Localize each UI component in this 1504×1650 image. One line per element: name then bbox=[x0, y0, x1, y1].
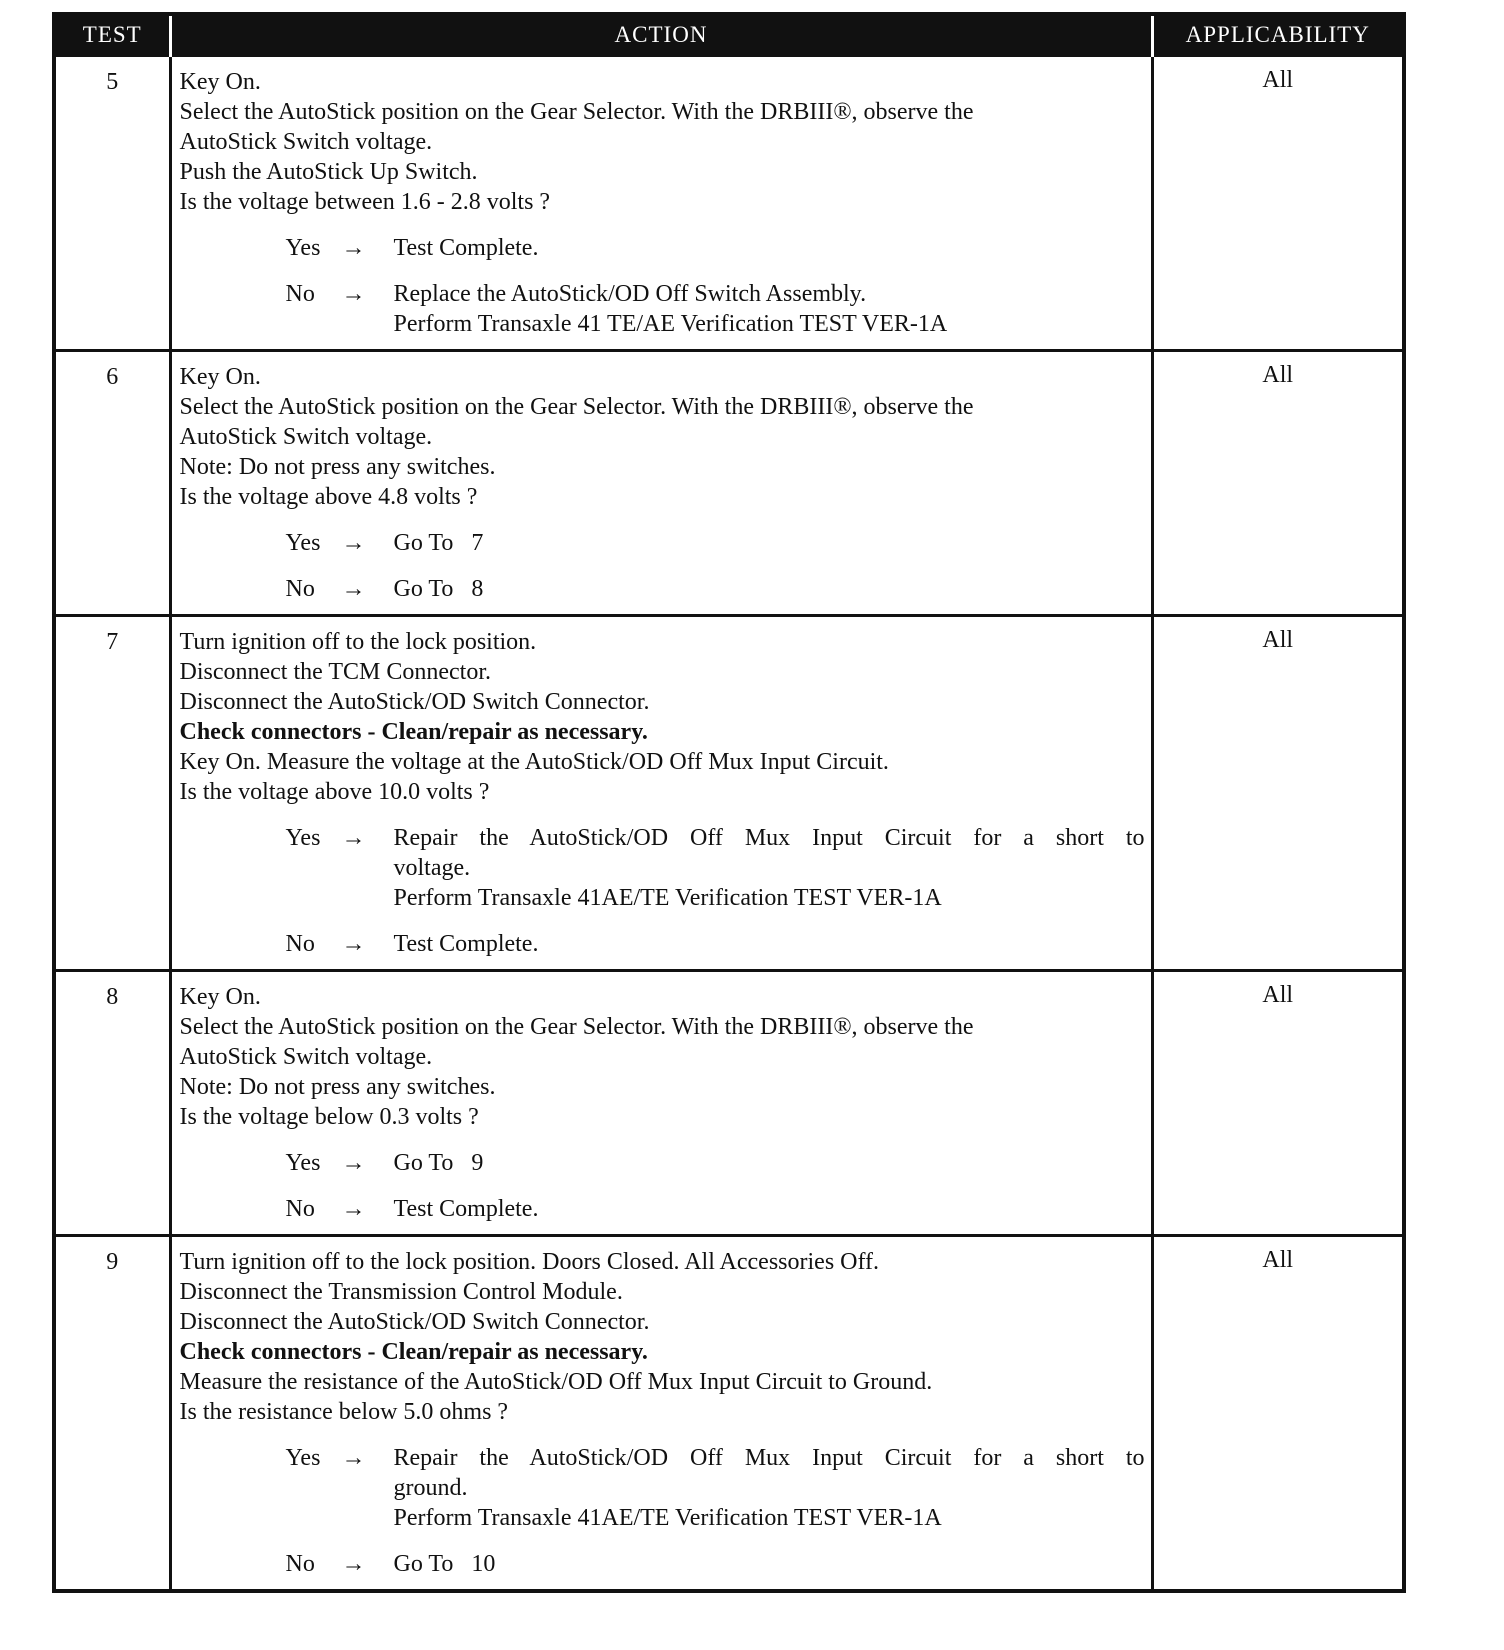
right-arrow-icon: → bbox=[341, 1196, 366, 1222]
right-arrow-icon: → bbox=[341, 825, 366, 851]
yes-result bbox=[394, 1443, 1145, 1533]
check-connectors-note: Check connectors - Clean/repair as necessary. bbox=[179, 1339, 648, 1365]
action-line: Key On. bbox=[179, 69, 261, 95]
no-result bbox=[394, 929, 1145, 959]
right-arrow-icon: → bbox=[341, 235, 366, 261]
result-line: Replace the AutoStick/OD Off Switch Assembly. bbox=[393, 281, 867, 307]
result-line: Test Complete. bbox=[393, 235, 539, 261]
result-line: Perform Transaxle 41AE/TE Verification TEST VER-1A bbox=[393, 885, 942, 911]
action-line: Is the voltage above 4.8 volts ? bbox=[179, 484, 478, 510]
action-line: Select the AutoStick position on the Gear Selector. With the DRBIII®, observe the bbox=[179, 1014, 974, 1040]
applicability-value: All bbox=[1152, 56, 1404, 351]
action-line: Is the resistance below 5.0 ohms ? bbox=[179, 1399, 509, 1425]
test-row-7 bbox=[54, 616, 1404, 971]
test-action bbox=[170, 351, 1152, 616]
action-line: Key On. Measure the voltage at the AutoStick/OD Off Mux Input Circuit. bbox=[179, 749, 889, 775]
action-line: Is the voltage between 1.6 - 2.8 volts ? bbox=[179, 189, 551, 215]
yes-label: Yes bbox=[285, 1445, 321, 1471]
test-row-6 bbox=[54, 351, 1404, 616]
yes-outcome bbox=[180, 823, 1145, 913]
result-line: Test Complete. bbox=[393, 931, 539, 957]
no-result bbox=[394, 1549, 1145, 1579]
yes-outcome bbox=[180, 528, 1145, 558]
no-result bbox=[394, 574, 1145, 604]
header-applicability: APPLICABILITY bbox=[1152, 14, 1404, 56]
header-action: ACTION bbox=[170, 14, 1152, 56]
applicability-value: All bbox=[1152, 351, 1404, 616]
no-result bbox=[394, 279, 1145, 339]
yes-outcome bbox=[180, 1443, 1145, 1533]
no-label: No bbox=[285, 281, 315, 307]
no-label: No bbox=[285, 1196, 315, 1222]
action-line: Is the voltage above 10.0 volts ? bbox=[179, 779, 490, 805]
result-line: Go To 8 bbox=[393, 576, 484, 602]
no-label: No bbox=[285, 1551, 315, 1577]
test-row-9 bbox=[54, 1236, 1404, 1592]
no-outcome bbox=[180, 279, 1145, 339]
action-line: AutoStick Switch voltage. bbox=[179, 129, 433, 155]
action-line: Disconnect the AutoStick/OD Switch Connector. bbox=[179, 1309, 650, 1335]
action-line: Disconnect the TCM Connector. bbox=[179, 659, 492, 685]
test-action bbox=[170, 56, 1152, 351]
applicability-value: All bbox=[1152, 971, 1404, 1236]
yes-result bbox=[394, 823, 1145, 913]
result-line: Go To 10 bbox=[393, 1551, 496, 1577]
action-line: AutoStick Switch voltage. bbox=[179, 424, 433, 450]
action-line: Note: Do not press any switches. bbox=[179, 454, 496, 480]
action-line: Note: Do not press any switches. bbox=[179, 1074, 496, 1100]
action-line: Is the voltage below 0.3 volts ? bbox=[179, 1104, 479, 1130]
right-arrow-icon: → bbox=[341, 1551, 366, 1577]
result-line: ground. bbox=[393, 1475, 468, 1501]
right-arrow-icon: → bbox=[341, 530, 366, 556]
no-label: No bbox=[285, 576, 315, 602]
result-line: Go To 9 bbox=[393, 1150, 484, 1176]
yes-label: Yes bbox=[285, 1150, 321, 1176]
yes-result bbox=[394, 1148, 1145, 1178]
action-line: Measure the resistance of the AutoStick/OD Off Mux Input Circuit to Ground. bbox=[179, 1369, 933, 1395]
test-number: 8 bbox=[106, 984, 119, 1010]
right-arrow-icon: → bbox=[341, 1150, 366, 1176]
yes-result bbox=[394, 528, 1145, 558]
applicability-value: All bbox=[1152, 616, 1404, 971]
test-number: 6 bbox=[106, 364, 119, 390]
action-line: Select the AutoStick position on the Gear Selector. With the DRBIII®, observe the bbox=[179, 394, 974, 420]
action-line: AutoStick Switch voltage. bbox=[179, 1044, 433, 1070]
right-arrow-icon: → bbox=[341, 931, 366, 957]
no-label: No bbox=[285, 931, 315, 957]
result-line: Repair the AutoStick/OD Off Mux Input Circuit for a short to bbox=[393, 825, 1145, 851]
test-number: 9 bbox=[106, 1249, 119, 1275]
header-test: TEST bbox=[54, 14, 170, 56]
applicability-value: All bbox=[1152, 1236, 1404, 1592]
right-arrow-icon: → bbox=[341, 1445, 366, 1471]
action-line: Select the AutoStick position on the Gear Selector. With the DRBIII®, observe the bbox=[179, 99, 974, 125]
result-line: voltage. bbox=[393, 855, 471, 881]
result-line: Go To 7 bbox=[393, 530, 484, 556]
diagnostic-document bbox=[52, 12, 1402, 1593]
right-arrow-icon: → bbox=[341, 576, 366, 602]
yes-outcome bbox=[180, 1148, 1145, 1178]
result-line: Repair the AutoStick/OD Off Mux Input Circuit for a short to bbox=[393, 1445, 1145, 1471]
no-result bbox=[394, 1194, 1145, 1224]
test-action bbox=[170, 1236, 1152, 1592]
action-line: Key On. bbox=[179, 984, 261, 1010]
right-arrow-icon: → bbox=[341, 281, 366, 307]
action-line: Disconnect the Transmission Control Module. bbox=[179, 1279, 623, 1305]
no-outcome bbox=[180, 1549, 1145, 1579]
yes-outcome bbox=[180, 233, 1145, 263]
test-row-8 bbox=[54, 971, 1404, 1236]
no-outcome bbox=[180, 1194, 1145, 1224]
result-line: Test Complete. bbox=[393, 1196, 539, 1222]
test-number: 5 bbox=[106, 69, 119, 95]
result-line: Perform Transaxle 41AE/TE Verification TEST VER-1A bbox=[393, 1505, 942, 1531]
test-action bbox=[170, 971, 1152, 1236]
test-number: 7 bbox=[106, 629, 119, 655]
no-outcome bbox=[180, 929, 1145, 959]
diagnostic-test-table bbox=[52, 12, 1406, 1593]
yes-result bbox=[394, 233, 1145, 263]
yes-label: Yes bbox=[285, 235, 321, 261]
action-line: Turn ignition off to the lock position. bbox=[179, 629, 537, 655]
no-outcome bbox=[180, 574, 1145, 604]
result-line: Perform Transaxle 41 TE/AE Verification TEST VER-1A bbox=[393, 311, 948, 337]
action-line: Turn ignition off to the lock position. Doors Closed. All Accessories Off. bbox=[179, 1249, 880, 1275]
action-line: Key On. bbox=[179, 364, 261, 390]
yes-label: Yes bbox=[285, 530, 321, 556]
action-line: Disconnect the AutoStick/OD Switch Connector. bbox=[179, 689, 650, 715]
test-row-5 bbox=[54, 56, 1404, 351]
table-header-row bbox=[54, 14, 1404, 56]
yes-label: Yes bbox=[285, 825, 321, 851]
test-action bbox=[170, 616, 1152, 971]
check-connectors-note: Check connectors - Clean/repair as necessary. bbox=[179, 719, 648, 745]
action-line: Push the AutoStick Up Switch. bbox=[179, 159, 478, 185]
